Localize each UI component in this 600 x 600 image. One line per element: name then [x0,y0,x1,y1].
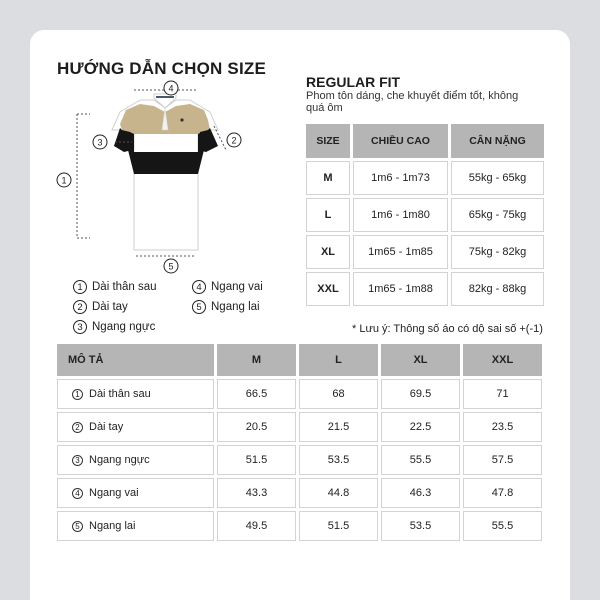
description-cell [57,412,214,442]
value-cell: 53.5 [299,445,378,475]
svg-text:3: 3 [97,137,103,148]
value-cell: 43.3 [217,478,296,508]
value-cell: 69.5 [381,379,460,409]
legend-number: 4 [192,280,206,294]
fit-title: REGULAR FIT [306,74,401,90]
tolerance-note: * Lưu ý: Thông số áo có dộ sai số +(-1) [352,323,543,335]
header-cell: CÂN NẶNG [451,124,544,158]
weight-cell: 82kg - 88kg [451,272,544,306]
row-label: Ngang lai [89,520,136,532]
legend-item [192,280,263,294]
value-cell: 22.5 [381,412,460,442]
weight-cell: 75kg - 82kg [451,235,544,269]
size-cell: L [306,198,350,232]
table-row [306,272,544,306]
header-cell: CHIỀU CAO [353,124,448,158]
description-cell [57,511,214,541]
height-cell: 1m65 - 1m85 [353,235,448,269]
legend-label: Dài thân sau [92,281,157,293]
row-label: Dài tay [89,421,124,433]
header-cell: MÔ TẢ [57,344,214,376]
header-cell: SIZE [306,124,350,158]
legend-number: 5 [192,300,206,314]
weight-cell: 65kg - 75kg [451,198,544,232]
diagram-marker-2 [227,133,241,147]
description-cell [57,445,214,475]
height-cell: 1m6 - 1m80 [353,198,448,232]
legend-item [73,300,128,314]
row-number: 4 [72,488,83,499]
size-cell: XXL [306,272,350,306]
value-cell: 51.5 [299,511,378,541]
row-number: 3 [72,455,83,466]
description-cell [57,478,214,508]
fit-size-table [306,124,544,309]
height-cell: 1m65 - 1m88 [353,272,448,306]
diagram-marker-1 [57,173,71,187]
legend-item [192,300,260,314]
svg-text:2: 2 [231,135,237,146]
header-cell: XXL [463,344,542,376]
value-cell: 49.5 [217,511,296,541]
table-row [57,478,545,508]
measurement-table [57,344,545,544]
fit-table-header [306,124,544,158]
header-cell: L [299,344,378,376]
legend-label: Ngang vai [211,281,263,293]
value-cell: 44.8 [299,478,378,508]
legend-label: Ngang lai [211,301,260,313]
legend-item [73,280,157,294]
value-cell: 47.8 [463,478,542,508]
value-cell: 55.5 [463,511,542,541]
table-row [306,161,544,195]
height-cell: 1m6 - 1m73 [353,161,448,195]
legend-label: Dài tay [92,301,128,313]
value-cell: 57.5 [463,445,542,475]
row-number: 5 [72,521,83,532]
value-cell: 46.3 [381,478,460,508]
value-cell: 21.5 [299,412,378,442]
diagram-marker-3 [93,135,107,149]
header-cell: M [217,344,296,376]
legend-label: Ngang ngực [92,321,156,333]
fit-description: Phom tôn dáng, che khuyết điểm tốt, không quá ôm [306,90,519,114]
table-row [57,379,545,409]
size-cell: M [306,161,350,195]
legend-number: 1 [73,280,87,294]
value-cell: 53.5 [381,511,460,541]
table-row [306,235,544,269]
legend-number: 2 [73,300,87,314]
diagram-marker-5 [164,259,178,273]
legend-number: 3 [73,320,87,334]
page-title: HƯỚNG DẪN CHỌN SIZE [57,59,267,78]
svg-text:5: 5 [168,261,174,272]
value-cell: 23.5 [463,412,542,442]
value-cell: 55.5 [381,445,460,475]
header-cell: XL [381,344,460,376]
table-row [57,511,545,541]
weight-cell: 55kg - 65kg [451,161,544,195]
svg-text:4: 4 [168,83,174,94]
value-cell: 20.5 [217,412,296,442]
value-cell: 71 [463,379,542,409]
diagram-marker-4 [164,81,178,95]
table-row [306,198,544,232]
value-cell: 51.5 [217,445,296,475]
table-row [57,445,545,475]
legend-item [73,320,155,334]
value-cell: 68 [299,379,378,409]
row-label: Ngang ngực [89,454,150,466]
row-label: Dài thân sau [89,388,151,400]
value-cell: 66.5 [217,379,296,409]
svg-text:1: 1 [61,175,67,186]
row-number: 1 [72,389,83,400]
row-label: Ngang vai [89,487,139,499]
description-cell [57,379,214,409]
table-row [57,412,545,442]
row-number: 2 [72,422,83,433]
size-cell: XL [306,235,350,269]
measurement-table-header [57,344,545,376]
shirt-diagram [50,78,250,278]
